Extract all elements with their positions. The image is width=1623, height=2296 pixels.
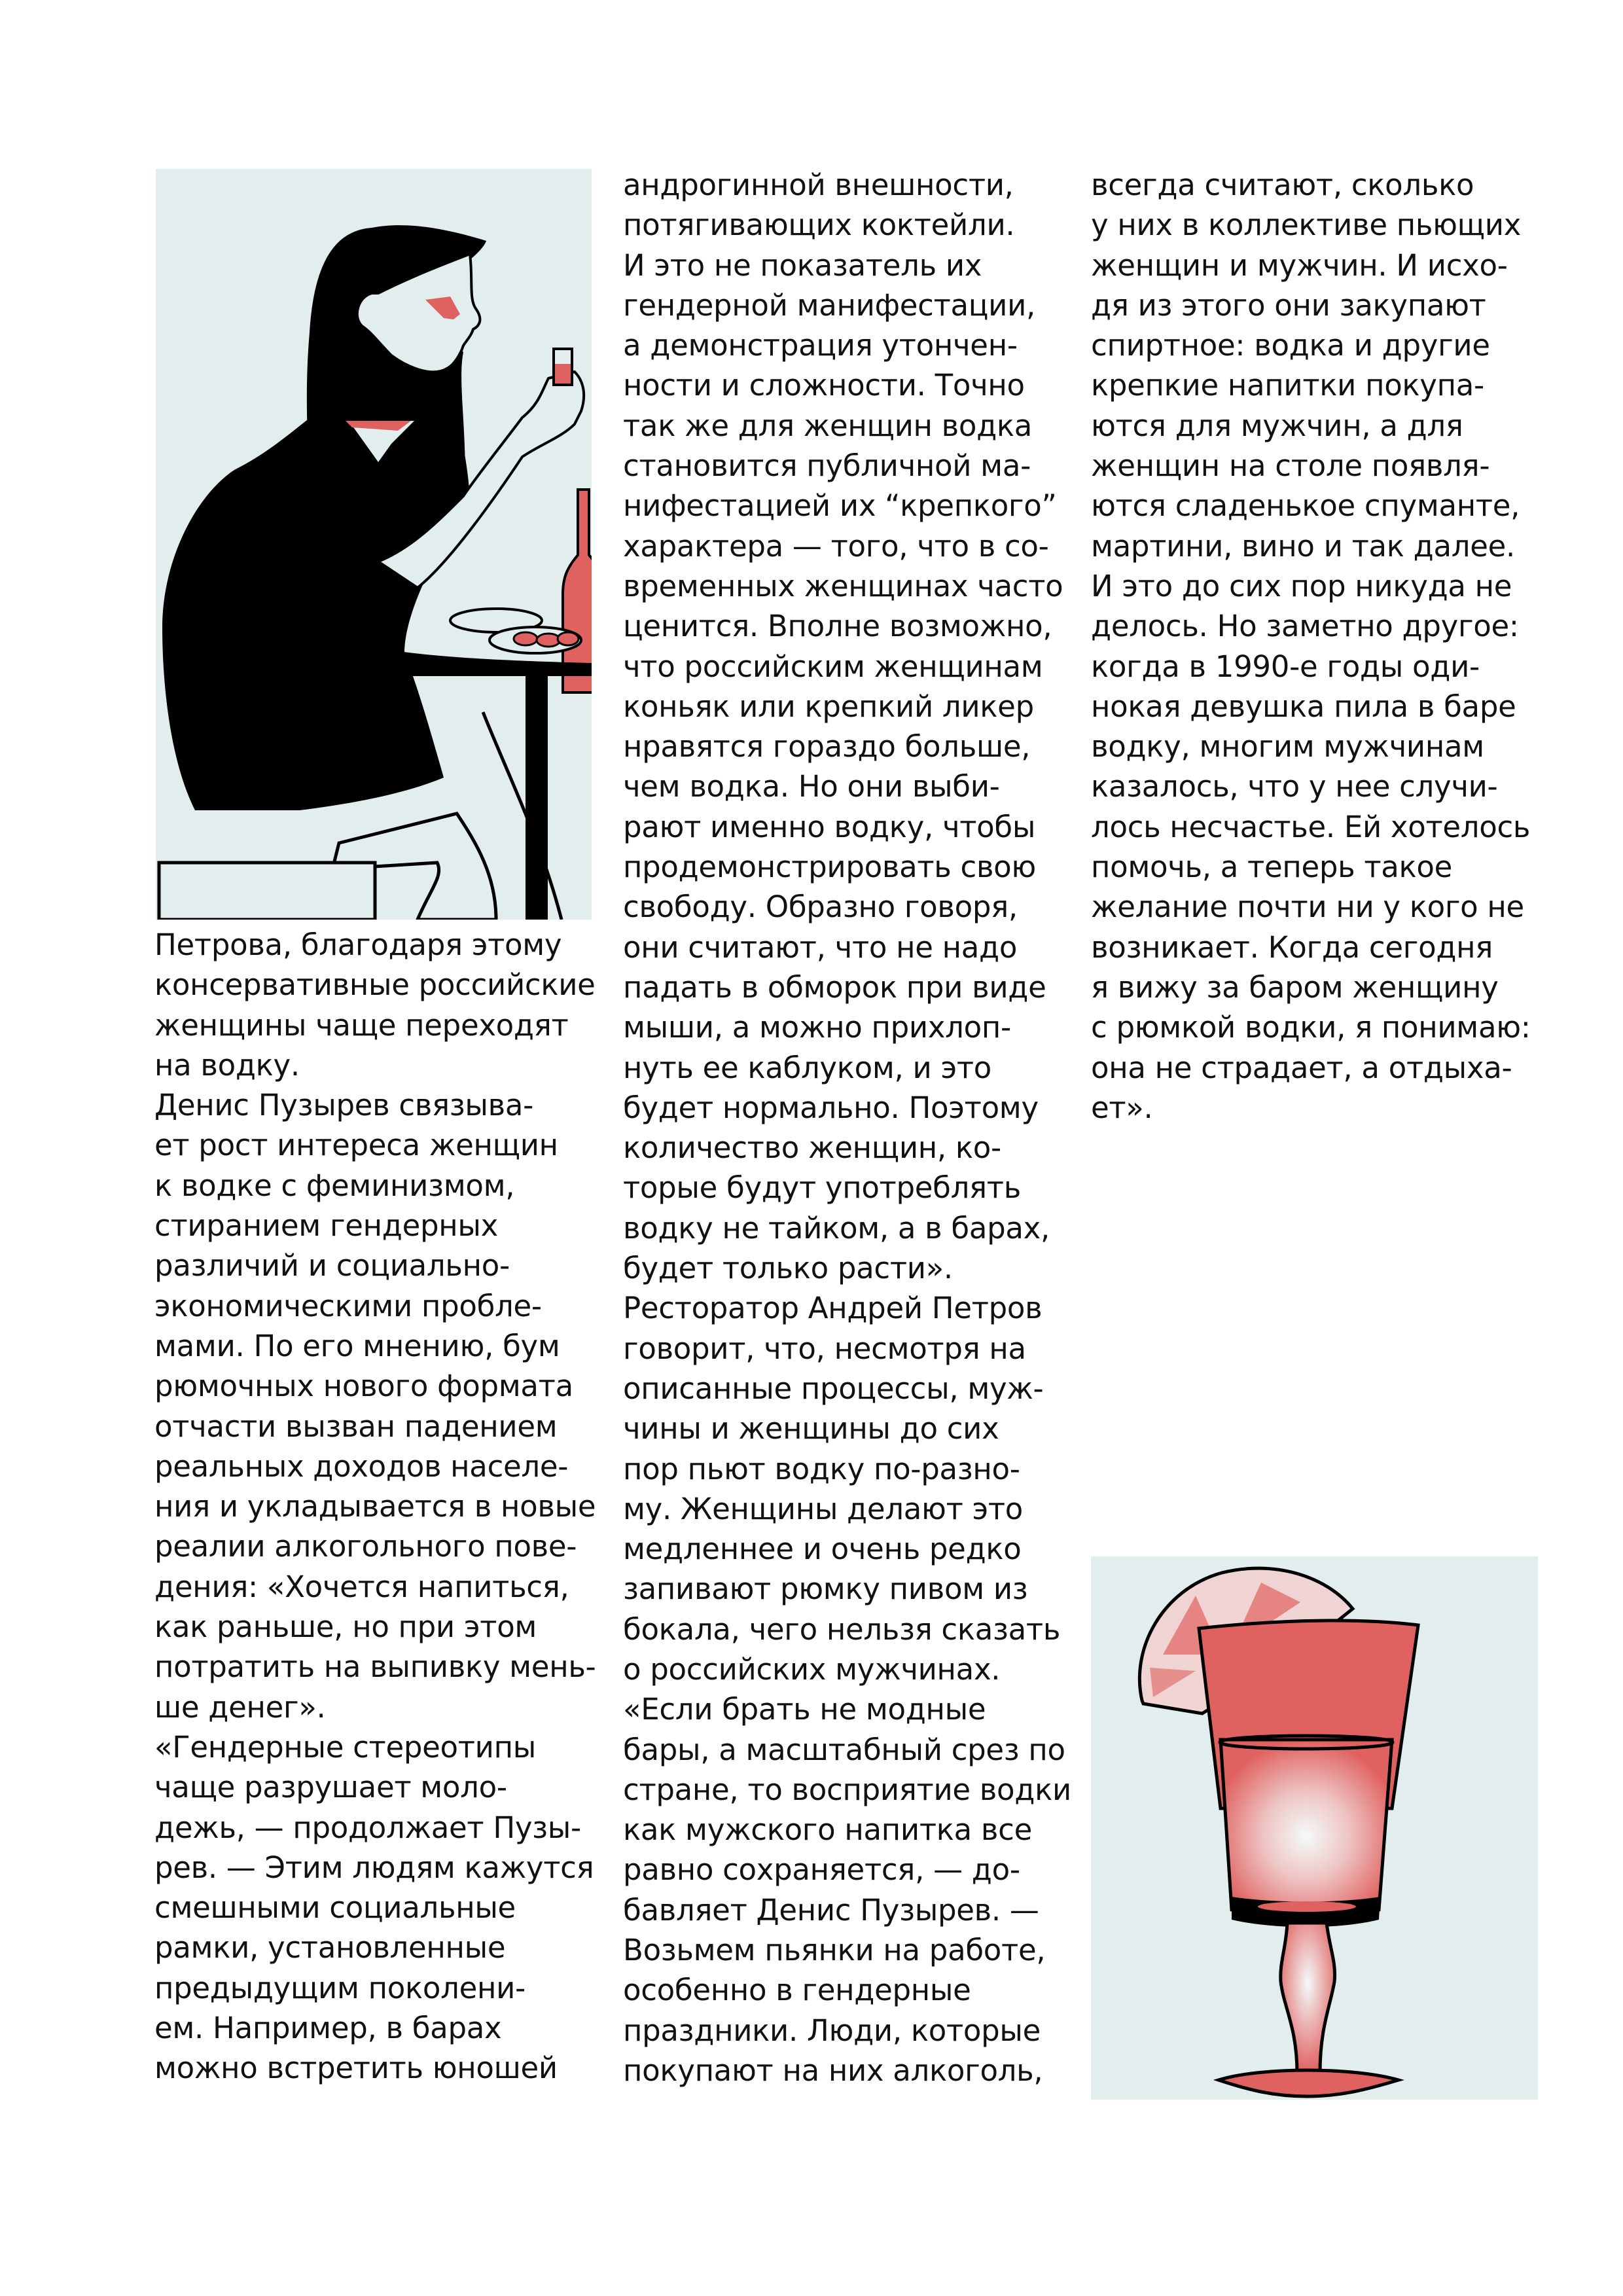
text-line: желание почти ни у кого не <box>1091 889 1524 925</box>
text-line: смешными социальные <box>154 1890 516 1926</box>
glass-lower-section <box>1221 1740 1392 1915</box>
text-line: на водку. <box>154 1047 300 1083</box>
text-line: можно встретить юношей <box>154 2051 558 2086</box>
text-line: падать в обморок при виде <box>623 969 1046 1005</box>
text-line: медленнее и очень редко <box>623 1532 1022 1567</box>
text-line: продемонстрировать свою <box>623 850 1036 885</box>
text-line: у них в коллективе пьющих <box>1091 207 1522 243</box>
text-line: становится публичной ма- <box>623 448 1031 484</box>
text-line: что российским женщинам <box>623 649 1043 684</box>
text-line: праздники. Люди, которые <box>623 2013 1041 2048</box>
text-line: ше денег». <box>154 1689 326 1725</box>
bottle <box>563 490 592 692</box>
text-line: так же для женщин водка <box>623 408 1033 443</box>
text-line: чины и женщины до сих <box>623 1411 999 1446</box>
text-line: покупают на них алкоголь, <box>623 2053 1043 2088</box>
text-line: консервативные российские <box>154 967 596 1003</box>
text-line: равно сохраняется, — до- <box>623 1852 1020 1888</box>
text-line: ет рост интереса женщин <box>154 1128 558 1163</box>
text-line: водку не тайком, а в барах, <box>623 1210 1050 1246</box>
text-line: они считают, что не надо <box>623 929 1018 965</box>
text-line: количество женщин, ко- <box>623 1130 1001 1166</box>
text-line: потягивающих коктейли. <box>623 207 1015 243</box>
text-line: лось несчастье. Ей хотелось <box>1091 809 1531 844</box>
woman-drinking-svg <box>156 169 592 920</box>
text-line: ния и укладывается в новые <box>154 1489 596 1524</box>
text-line: казалось, что у нее случи- <box>1091 769 1498 804</box>
table-leg <box>526 673 548 920</box>
text-line: а демонстрация утончен- <box>623 328 1018 363</box>
text-line: рамки, установленные <box>154 1930 506 1965</box>
text-line: будет нормально. Поэтому <box>623 1090 1039 1125</box>
text-line: экономическими пробле- <box>154 1288 542 1323</box>
text-line: мартини, вино и так далее. <box>1091 528 1515 564</box>
text-line: торые будут употреблять <box>623 1170 1021 1206</box>
text-line: ются сладенькое спуманте, <box>1091 488 1520 524</box>
text-line: женщин и мужчин. И исхо- <box>1091 247 1508 283</box>
text-line: андрогинной внешности, <box>623 168 1014 202</box>
text-line: различий и социально- <box>154 1248 510 1283</box>
text-line: дя из этого они закупают <box>1091 287 1486 323</box>
text-line: чаще разрушает моло- <box>154 1770 507 1805</box>
illustration-woman-drinking <box>156 169 592 920</box>
text-line: о российских мужчинах. <box>623 1651 1001 1687</box>
text-line: Денис Пузырев связыва- <box>154 1088 534 1123</box>
glass-stem <box>1281 1923 1335 2073</box>
text-line: И это до сих пор никуда не <box>1091 568 1512 603</box>
text-line: свободу. Образно говоря, <box>623 889 1018 925</box>
text-line: стиранием гендерных <box>154 1208 498 1244</box>
text-line: му. Женщины делают это <box>623 1491 1024 1526</box>
text-line: реальных доходов населе- <box>154 1448 569 1484</box>
text-line: пор пьют водку по-разно- <box>623 1451 1020 1486</box>
text-line: потратить на выпивку мень- <box>154 1649 596 1685</box>
snack <box>558 632 579 645</box>
lower-leg <box>483 712 562 920</box>
text-line: рюмочных нового формата <box>154 1369 573 1404</box>
text-line: описанные процессы, муж- <box>623 1371 1044 1406</box>
text-line: временных женщинах часто <box>623 568 1063 603</box>
text-line: всегда считают, сколько <box>1091 168 1474 202</box>
text-line: Петрова, благодаря этому <box>154 927 562 962</box>
snack <box>537 634 560 647</box>
text-line: рев. — Этим людям кажутся <box>154 1850 594 1885</box>
text-line: водку, многим мужчинам <box>1091 729 1484 764</box>
text-column-2 <box>623 165 1071 2090</box>
text-line: с рюмкой водки, я понимаю: <box>1091 1010 1531 1045</box>
text-line: дежь, — продолжает Пузы- <box>154 1810 581 1845</box>
text-line: бавляет Денис Пузырев. — <box>623 1892 1039 1928</box>
text-line: «Если брать не модные <box>623 1692 986 1727</box>
text-line: стране, то восприятие водки <box>623 1772 1071 1807</box>
text-line: Возьмем пьянки на работе, <box>623 1933 1046 1968</box>
text-line: коньяк или крепкий ликер <box>623 689 1034 724</box>
illustration-cocktail-glass <box>1091 1556 1538 2100</box>
text-line: возникает. Когда сегодня <box>1091 929 1493 965</box>
dress-shape <box>162 411 470 810</box>
text-line: ются для мужчин, а для <box>1091 408 1463 443</box>
text-line: женщин на столе появля- <box>1091 448 1490 484</box>
text-line: отчасти вызван падением <box>154 1408 558 1444</box>
text-line: предыдущим поколени- <box>154 1970 526 2005</box>
text-line: я вижу за баром женщину <box>1091 969 1499 1005</box>
text-line: мыши, а можно прихлоп- <box>623 1010 1011 1045</box>
shot-glass-liquid <box>555 364 571 384</box>
text-line: нифестацией их “крепкого” <box>623 488 1057 524</box>
text-line: чем водка. Но они выби- <box>623 769 1000 804</box>
snack <box>514 632 537 645</box>
text-line: женщины чаще переходят <box>154 1007 569 1043</box>
text-line: запивают рюмку пивом из <box>623 1571 1028 1607</box>
bar-stool <box>159 863 375 920</box>
text-line: будет только расти». <box>623 1251 953 1286</box>
text-line: говорит, что, несмотря на <box>623 1331 1026 1366</box>
text-line: бокала, чего нельзя сказать <box>623 1611 1061 1647</box>
text-line: дения: «Хочется напиться, <box>154 1569 569 1604</box>
text-line: особенно в гендерные <box>623 1973 971 2008</box>
text-line: нокая девушка пила в баре <box>1091 689 1516 724</box>
text-line: помочь, а теперь такое <box>1091 850 1453 885</box>
text-line: ности и сложности. Точно <box>623 368 1025 403</box>
text-column-3 <box>1091 165 1531 1128</box>
text-line: бары, а масштабный срез по <box>623 1732 1065 1767</box>
text-line: мами. По его мнению, бум <box>154 1328 560 1363</box>
text-line: спиртное: водка и другие <box>1091 328 1490 363</box>
text-line: характера — того, что в со- <box>623 528 1049 564</box>
text-line: «Гендерные стереотипы <box>154 1729 536 1765</box>
text-column-1 <box>154 925 596 2089</box>
text-line: как раньше, но при этом <box>154 1609 537 1645</box>
text-line: И это не показатель их <box>623 247 982 283</box>
text-line: нуть ее каблуком, и это <box>623 1050 992 1085</box>
text-line: гендерной манифестации, <box>623 287 1036 323</box>
glass-base-highlight <box>1258 1901 1356 1912</box>
glass-foot <box>1219 2070 1399 2096</box>
text-line: к водке с феминизмом, <box>154 1168 515 1203</box>
text-line: когда в 1990-е годы оди- <box>1091 649 1480 684</box>
text-line: ет». <box>1091 1090 1153 1125</box>
text-line: ценится. Вполне возможно, <box>623 609 1052 644</box>
cocktail-glass-svg <box>1091 1556 1538 2100</box>
text-line: реалии алкогольного пове- <box>154 1529 577 1564</box>
text-line: делось. Но заметно другое: <box>1091 609 1519 644</box>
text-line: Ресторатор Андрей Петров <box>623 1291 1043 1326</box>
text-line: ем. Например, в барах <box>154 2011 502 2046</box>
text-line: нравятся гораздо больше, <box>623 729 1031 764</box>
text-line: рают именно водку, чтобы <box>623 809 1036 844</box>
text-line: она не страдает, а отдыха- <box>1091 1050 1512 1085</box>
text-line: крепкие напитки покупа- <box>1091 368 1484 403</box>
text-line: как мужского напитка все <box>623 1812 1032 1848</box>
